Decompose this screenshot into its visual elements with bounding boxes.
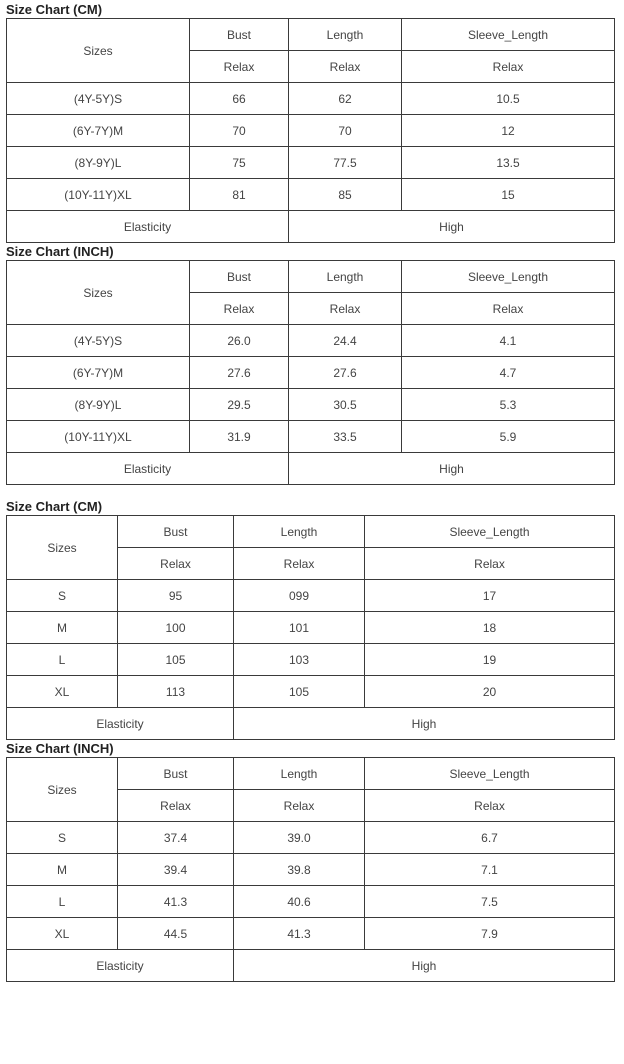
size-cell: (8Y-9Y)L xyxy=(7,389,190,421)
length-cell: 39.0 xyxy=(234,822,365,854)
table-row xyxy=(7,676,615,708)
section-title: Size Chart (INCH) xyxy=(6,741,114,756)
size-cell: (4Y-5Y)S xyxy=(7,325,190,357)
bust-header: Bust xyxy=(118,516,234,548)
table-row xyxy=(7,918,615,950)
length-cell: 30.5 xyxy=(289,389,402,421)
fit-label: Relax xyxy=(365,548,615,580)
sleeve-length-cell: 6.7 xyxy=(365,822,615,854)
sleeve-length-cell: 10.5 xyxy=(402,83,615,115)
bust-cell: 70 xyxy=(190,115,289,147)
sizes-header: Sizes xyxy=(7,758,118,822)
bust-cell: 39.4 xyxy=(118,854,234,886)
table-row xyxy=(7,822,615,854)
sleeve-length-cell: 12 xyxy=(402,115,615,147)
section-title: Size Chart (CM) xyxy=(6,2,103,17)
length-cell: 099 xyxy=(234,580,365,612)
size-cell: L xyxy=(7,644,118,676)
length-cell: 40.6 xyxy=(234,886,365,918)
table-row xyxy=(7,83,615,115)
elasticity-row xyxy=(7,708,615,740)
table-row xyxy=(7,147,615,179)
size-cell: S xyxy=(7,580,118,612)
bust-cell: 100 xyxy=(118,612,234,644)
size-cell: (10Y-11Y)XL xyxy=(7,179,190,211)
length-cell: 105 xyxy=(234,676,365,708)
sleeve-length-cell: 18 xyxy=(365,612,615,644)
sleeve-length-cell: 7.5 xyxy=(365,886,615,918)
elasticity-row xyxy=(7,453,615,485)
section-title: Size Chart (INCH) xyxy=(6,244,114,259)
sleeve-length-cell: 13.5 xyxy=(402,147,615,179)
table-row xyxy=(7,389,615,421)
length-cell: 70 xyxy=(289,115,402,147)
length-cell: 27.6 xyxy=(289,357,402,389)
length-cell: 85 xyxy=(289,179,402,211)
elasticity-row xyxy=(7,950,615,982)
fit-label: Relax xyxy=(289,51,402,83)
size-table xyxy=(6,18,615,243)
elasticity-label: Elasticity xyxy=(7,950,234,982)
length-cell: 24.4 xyxy=(289,325,402,357)
length-cell: 101 xyxy=(234,612,365,644)
fit-label: Relax xyxy=(118,790,234,822)
bust-cell: 41.3 xyxy=(118,886,234,918)
length-header: Length xyxy=(289,19,402,51)
sleeve-length-header: Sleeve_Length xyxy=(365,516,615,548)
bust-cell: 44.5 xyxy=(118,918,234,950)
elasticity-label: Elasticity xyxy=(7,211,289,243)
size-cell: XL xyxy=(7,918,118,950)
size-cell: (6Y-7Y)M xyxy=(7,357,190,389)
table-row xyxy=(7,886,615,918)
fit-label: Relax xyxy=(289,293,402,325)
table-row xyxy=(7,421,615,453)
fit-label: Relax xyxy=(190,293,289,325)
length-cell: 33.5 xyxy=(289,421,402,453)
sleeve-length-header: Sleeve_Length xyxy=(402,19,615,51)
size-table xyxy=(6,757,615,982)
table-row xyxy=(7,115,615,147)
sleeve-length-cell: 4.1 xyxy=(402,325,615,357)
size-cell: (6Y-7Y)M xyxy=(7,115,190,147)
elasticity-label: Elasticity xyxy=(7,453,289,485)
fit-label: Relax xyxy=(190,51,289,83)
table-row xyxy=(7,325,615,357)
bust-cell: 29.5 xyxy=(190,389,289,421)
sleeve-length-cell: 4.7 xyxy=(402,357,615,389)
length-cell: 77.5 xyxy=(289,147,402,179)
sizes-header: Sizes xyxy=(7,516,118,580)
sleeve-length-cell: 20 xyxy=(365,676,615,708)
length-header: Length xyxy=(234,516,365,548)
sleeve-length-cell: 7.1 xyxy=(365,854,615,886)
bust-cell: 113 xyxy=(118,676,234,708)
elasticity-label: Elasticity xyxy=(7,708,234,740)
size-cell: L xyxy=(7,886,118,918)
size-cell: XL xyxy=(7,676,118,708)
size-table xyxy=(6,260,615,485)
fit-label: Relax xyxy=(118,548,234,580)
table-row xyxy=(7,644,615,676)
sleeve-length-cell: 17 xyxy=(365,580,615,612)
fit-label: Relax xyxy=(402,51,615,83)
table-row xyxy=(7,357,615,389)
size-cell: (10Y-11Y)XL xyxy=(7,421,190,453)
sizes-header: Sizes xyxy=(7,261,190,325)
bust-header: Bust xyxy=(190,19,289,51)
bust-cell: 95 xyxy=(118,580,234,612)
elasticity-value: High xyxy=(289,453,615,485)
bust-cell: 81 xyxy=(190,179,289,211)
elasticity-value: High xyxy=(234,708,615,740)
size-table xyxy=(6,515,615,740)
bust-cell: 31.9 xyxy=(190,421,289,453)
bust-header: Bust xyxy=(190,261,289,293)
fit-label: Relax xyxy=(234,790,365,822)
bust-cell: 27.6 xyxy=(190,357,289,389)
bust-cell: 75 xyxy=(190,147,289,179)
sleeve-length-cell: 7.9 xyxy=(365,918,615,950)
size-cell: M xyxy=(7,612,118,644)
table-row xyxy=(7,580,615,612)
sizes-header: Sizes xyxy=(7,19,190,83)
table-row xyxy=(7,854,615,886)
table-row xyxy=(7,179,615,211)
elasticity-value: High xyxy=(234,950,615,982)
sleeve-length-header: Sleeve_Length xyxy=(365,758,615,790)
fit-label: Relax xyxy=(234,548,365,580)
elasticity-value: High xyxy=(289,211,615,243)
sleeve-length-cell: 5.9 xyxy=(402,421,615,453)
size-cell: M xyxy=(7,854,118,886)
size-cell: (8Y-9Y)L xyxy=(7,147,190,179)
bust-cell: 66 xyxy=(190,83,289,115)
length-cell: 39.8 xyxy=(234,854,365,886)
sleeve-length-cell: 5.3 xyxy=(402,389,615,421)
size-cell: (4Y-5Y)S xyxy=(7,83,190,115)
bust-header: Bust xyxy=(118,758,234,790)
section-title: Size Chart (CM) xyxy=(6,499,103,514)
length-header: Length xyxy=(234,758,365,790)
sleeve-length-cell: 15 xyxy=(402,179,615,211)
bust-cell: 105 xyxy=(118,644,234,676)
fit-label: Relax xyxy=(365,790,615,822)
fit-label: Relax xyxy=(402,293,615,325)
length-cell: 103 xyxy=(234,644,365,676)
bust-cell: 26.0 xyxy=(190,325,289,357)
sleeve-length-header: Sleeve_Length xyxy=(402,261,615,293)
sleeve-length-cell: 19 xyxy=(365,644,615,676)
bust-cell: 37.4 xyxy=(118,822,234,854)
elasticity-row xyxy=(7,211,615,243)
table-row xyxy=(7,612,615,644)
length-cell: 41.3 xyxy=(234,918,365,950)
length-header: Length xyxy=(289,261,402,293)
length-cell: 62 xyxy=(289,83,402,115)
size-cell: S xyxy=(7,822,118,854)
